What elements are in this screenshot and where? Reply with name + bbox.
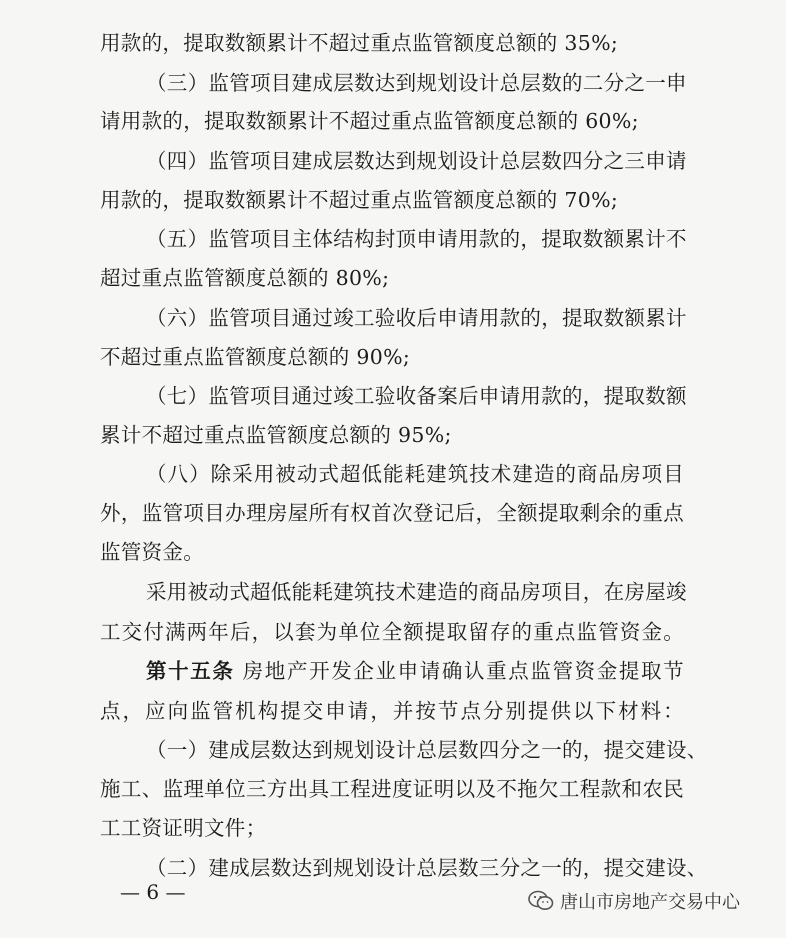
text-line bbox=[146, 735, 708, 765]
wechat-icon bbox=[528, 890, 554, 912]
text-line bbox=[146, 381, 687, 411]
text-line bbox=[146, 303, 687, 333]
line-text: 请用款的，提取数额累计不超过重点监管额度总额的 60%; bbox=[100, 109, 639, 133]
line-text: （三）监管项目建成层数达到规划设计总层数的二分之一申 bbox=[146, 71, 687, 95]
text-line bbox=[100, 537, 684, 567]
text-line bbox=[100, 813, 684, 843]
line-text: （八）除采用被动式超低能耗建筑技术建造的商品房项目 bbox=[146, 462, 684, 486]
text-line bbox=[146, 459, 684, 489]
text-line bbox=[146, 577, 687, 607]
line-text: 工交付满两年后，以套为单位全额提取留存的重点监管资金。 bbox=[100, 620, 684, 644]
line-text: 工工资证明文件； bbox=[100, 816, 267, 840]
line-text: 用款的，提取数额累计不超过重点监管额度总额的 70%; bbox=[100, 188, 619, 212]
text-line bbox=[100, 498, 684, 528]
line-text: （六）监管项目通过竣工验收后申请用款的，提取数额累计 bbox=[146, 306, 687, 330]
text-line bbox=[146, 853, 708, 883]
text-line bbox=[100, 185, 684, 215]
line-text: （五）监管项目主体结构封顶申请用款的，提取数额累计不 bbox=[146, 227, 687, 251]
text-line bbox=[146, 68, 687, 98]
line-text: 不超过重点监管额度总额的 90%; bbox=[100, 345, 411, 369]
article-heading: 第十五条 bbox=[146, 659, 235, 683]
line-text: 采用被动式超低能耗建筑技术建造的商品房项目，在房屋竣 bbox=[146, 580, 687, 604]
text-line bbox=[100, 420, 684, 450]
text-line bbox=[100, 342, 684, 372]
text-line bbox=[100, 774, 684, 804]
line-text: 累计不超过重点监管额度总额的 95%; bbox=[100, 423, 452, 447]
text-line bbox=[146, 656, 684, 686]
text-line bbox=[100, 106, 684, 136]
line-text: 点，应向监管机构提交申请，并按节点分别提供以下材料： bbox=[100, 699, 684, 723]
line-text: 施工、监理单位三方出具工程进度证明以及不拖欠工程款和农民 bbox=[100, 777, 684, 801]
text-line bbox=[146, 224, 687, 254]
text-line bbox=[100, 263, 684, 293]
line-text: （一）建成层数达到规划设计总层数四分之一的，提交建设、 bbox=[146, 738, 708, 762]
page-number: — 6 — bbox=[120, 880, 186, 904]
line-text: （二）建成层数达到规划设计总层数三分之一的，提交建设、 bbox=[146, 856, 708, 880]
text-line bbox=[100, 617, 684, 647]
line-text: （四）监管项目建成层数达到规划设计总层数四分之三申请 bbox=[146, 149, 687, 173]
watermark-text: 唐山市房地产交易中心 bbox=[560, 892, 740, 913]
line-text: （七）监管项目通过竣工验收备案后申请用款的，提取数额 bbox=[146, 384, 687, 408]
text-line bbox=[100, 28, 684, 58]
watermark bbox=[528, 888, 740, 914]
text-line bbox=[100, 696, 684, 726]
line-text: 房地产开发企业申请确认重点监管资金提取节 bbox=[234, 659, 684, 683]
line-text: 超过重点监管额度总额的 80%; bbox=[100, 266, 390, 290]
line-text: 用款的，提取数额累计不超过重点监管额度总额的 35%; bbox=[100, 31, 619, 55]
text-line bbox=[146, 146, 687, 176]
line-text: 外，监管项目办理房屋所有权首次登记后，全额提取剩余的重点 bbox=[100, 501, 684, 525]
line-text: 监管资金。 bbox=[100, 540, 204, 564]
